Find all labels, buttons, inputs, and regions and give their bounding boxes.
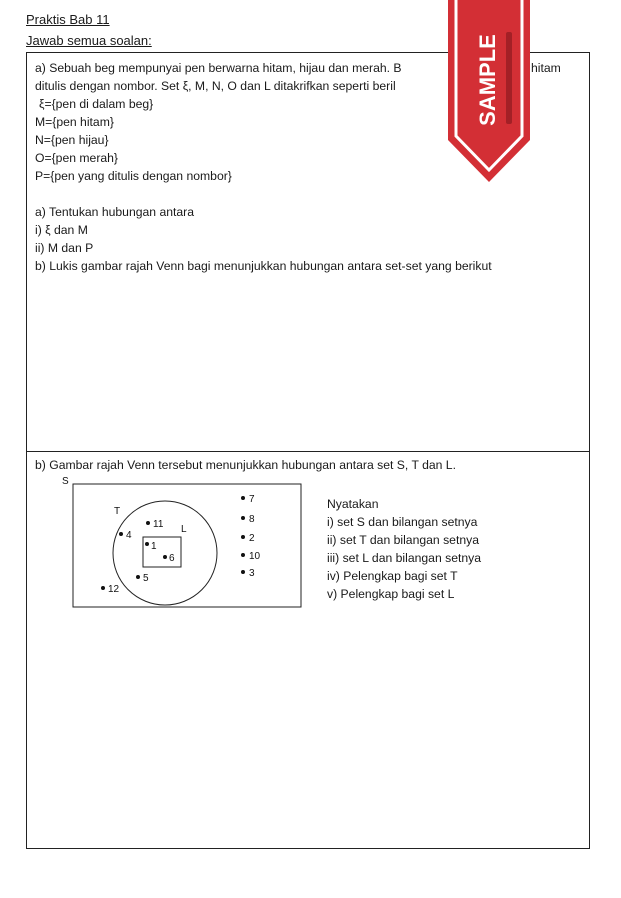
venn-point [241, 553, 245, 557]
venn-point [241, 570, 245, 574]
set-definition: P={pen yang ditulis dengan nombor} [35, 169, 232, 183]
question-item: iii) set L dan bilangan setnya [327, 551, 482, 565]
instruction-text: Jawab semua soalan: [26, 33, 152, 48]
question-line: a) Sebuah beg mempunyai pen berwarna hitam, hijau dan merah. B [35, 61, 402, 75]
venn-point [119, 532, 123, 536]
venn-element: 8 [249, 514, 255, 525]
venn-point [163, 555, 167, 559]
question-item: i) set S dan bilangan setnya [327, 515, 478, 529]
sub-question: a) Tentukan hubungan antara [35, 205, 195, 219]
venn-point [241, 535, 245, 539]
venn-element: 10 [249, 551, 261, 562]
venn-element: 6 [169, 553, 175, 564]
venn-element: 7 [249, 494, 255, 505]
question-prompt: Nyatakan [327, 497, 379, 511]
set-definition: ξ={pen di dalam beg} [39, 97, 154, 111]
venn-label-l: L [181, 524, 187, 535]
page-title: Praktis Bab 11 [26, 12, 110, 27]
sample-watermark [448, 0, 530, 182]
watermark-text: SAMPLE [474, 34, 500, 126]
venn-element: 5 [143, 573, 149, 584]
question-line-end: hitam [531, 61, 561, 75]
ribbon-stripe [506, 32, 512, 124]
venn-element: 12 [108, 584, 120, 595]
section-b-box [26, 451, 590, 849]
venn-diagram [55, 476, 335, 611]
venn-element: 1 [151, 541, 157, 552]
venn-element: 11 [153, 519, 164, 530]
question-line: ditulis dengan nombor. Set ξ, M, N, O dan L ditakrifkan seperti beril [35, 79, 396, 93]
venn-set-t-circle [113, 501, 217, 605]
venn-label-s: S [62, 476, 69, 487]
question-item: ii) set T dan bilangan setnya [327, 533, 479, 547]
question-item: iv) Pelengkap bagi set T [327, 569, 458, 583]
venn-element: 2 [249, 533, 255, 544]
venn-point [136, 575, 140, 579]
sub-question: i) ξ dan M [35, 223, 88, 237]
section-b-intro: b) Gambar rajah Venn tersebut menunjukkan hubungan antara set S, T dan L. [35, 458, 456, 472]
venn-point [146, 521, 150, 525]
venn-element: 3 [249, 568, 255, 579]
set-definition: M={pen hitam} [35, 115, 114, 129]
sub-question: ii) M dan P [35, 241, 94, 255]
venn-point [241, 496, 245, 500]
venn-point [145, 542, 149, 546]
set-definition: N={pen hijau} [35, 133, 109, 147]
venn-element: 4 [126, 530, 132, 541]
sub-question: b) Lukis gambar rajah Venn bagi menunjukkan hubungan antara set-set yang berikut [35, 259, 492, 273]
venn-set-l-box [143, 537, 181, 567]
venn-point [101, 586, 105, 590]
venn-label-t: T [114, 506, 121, 517]
set-definition: O={pen merah} [35, 151, 119, 165]
question-item: v) Pelengkap bagi set L [327, 587, 455, 601]
venn-point [241, 516, 245, 520]
